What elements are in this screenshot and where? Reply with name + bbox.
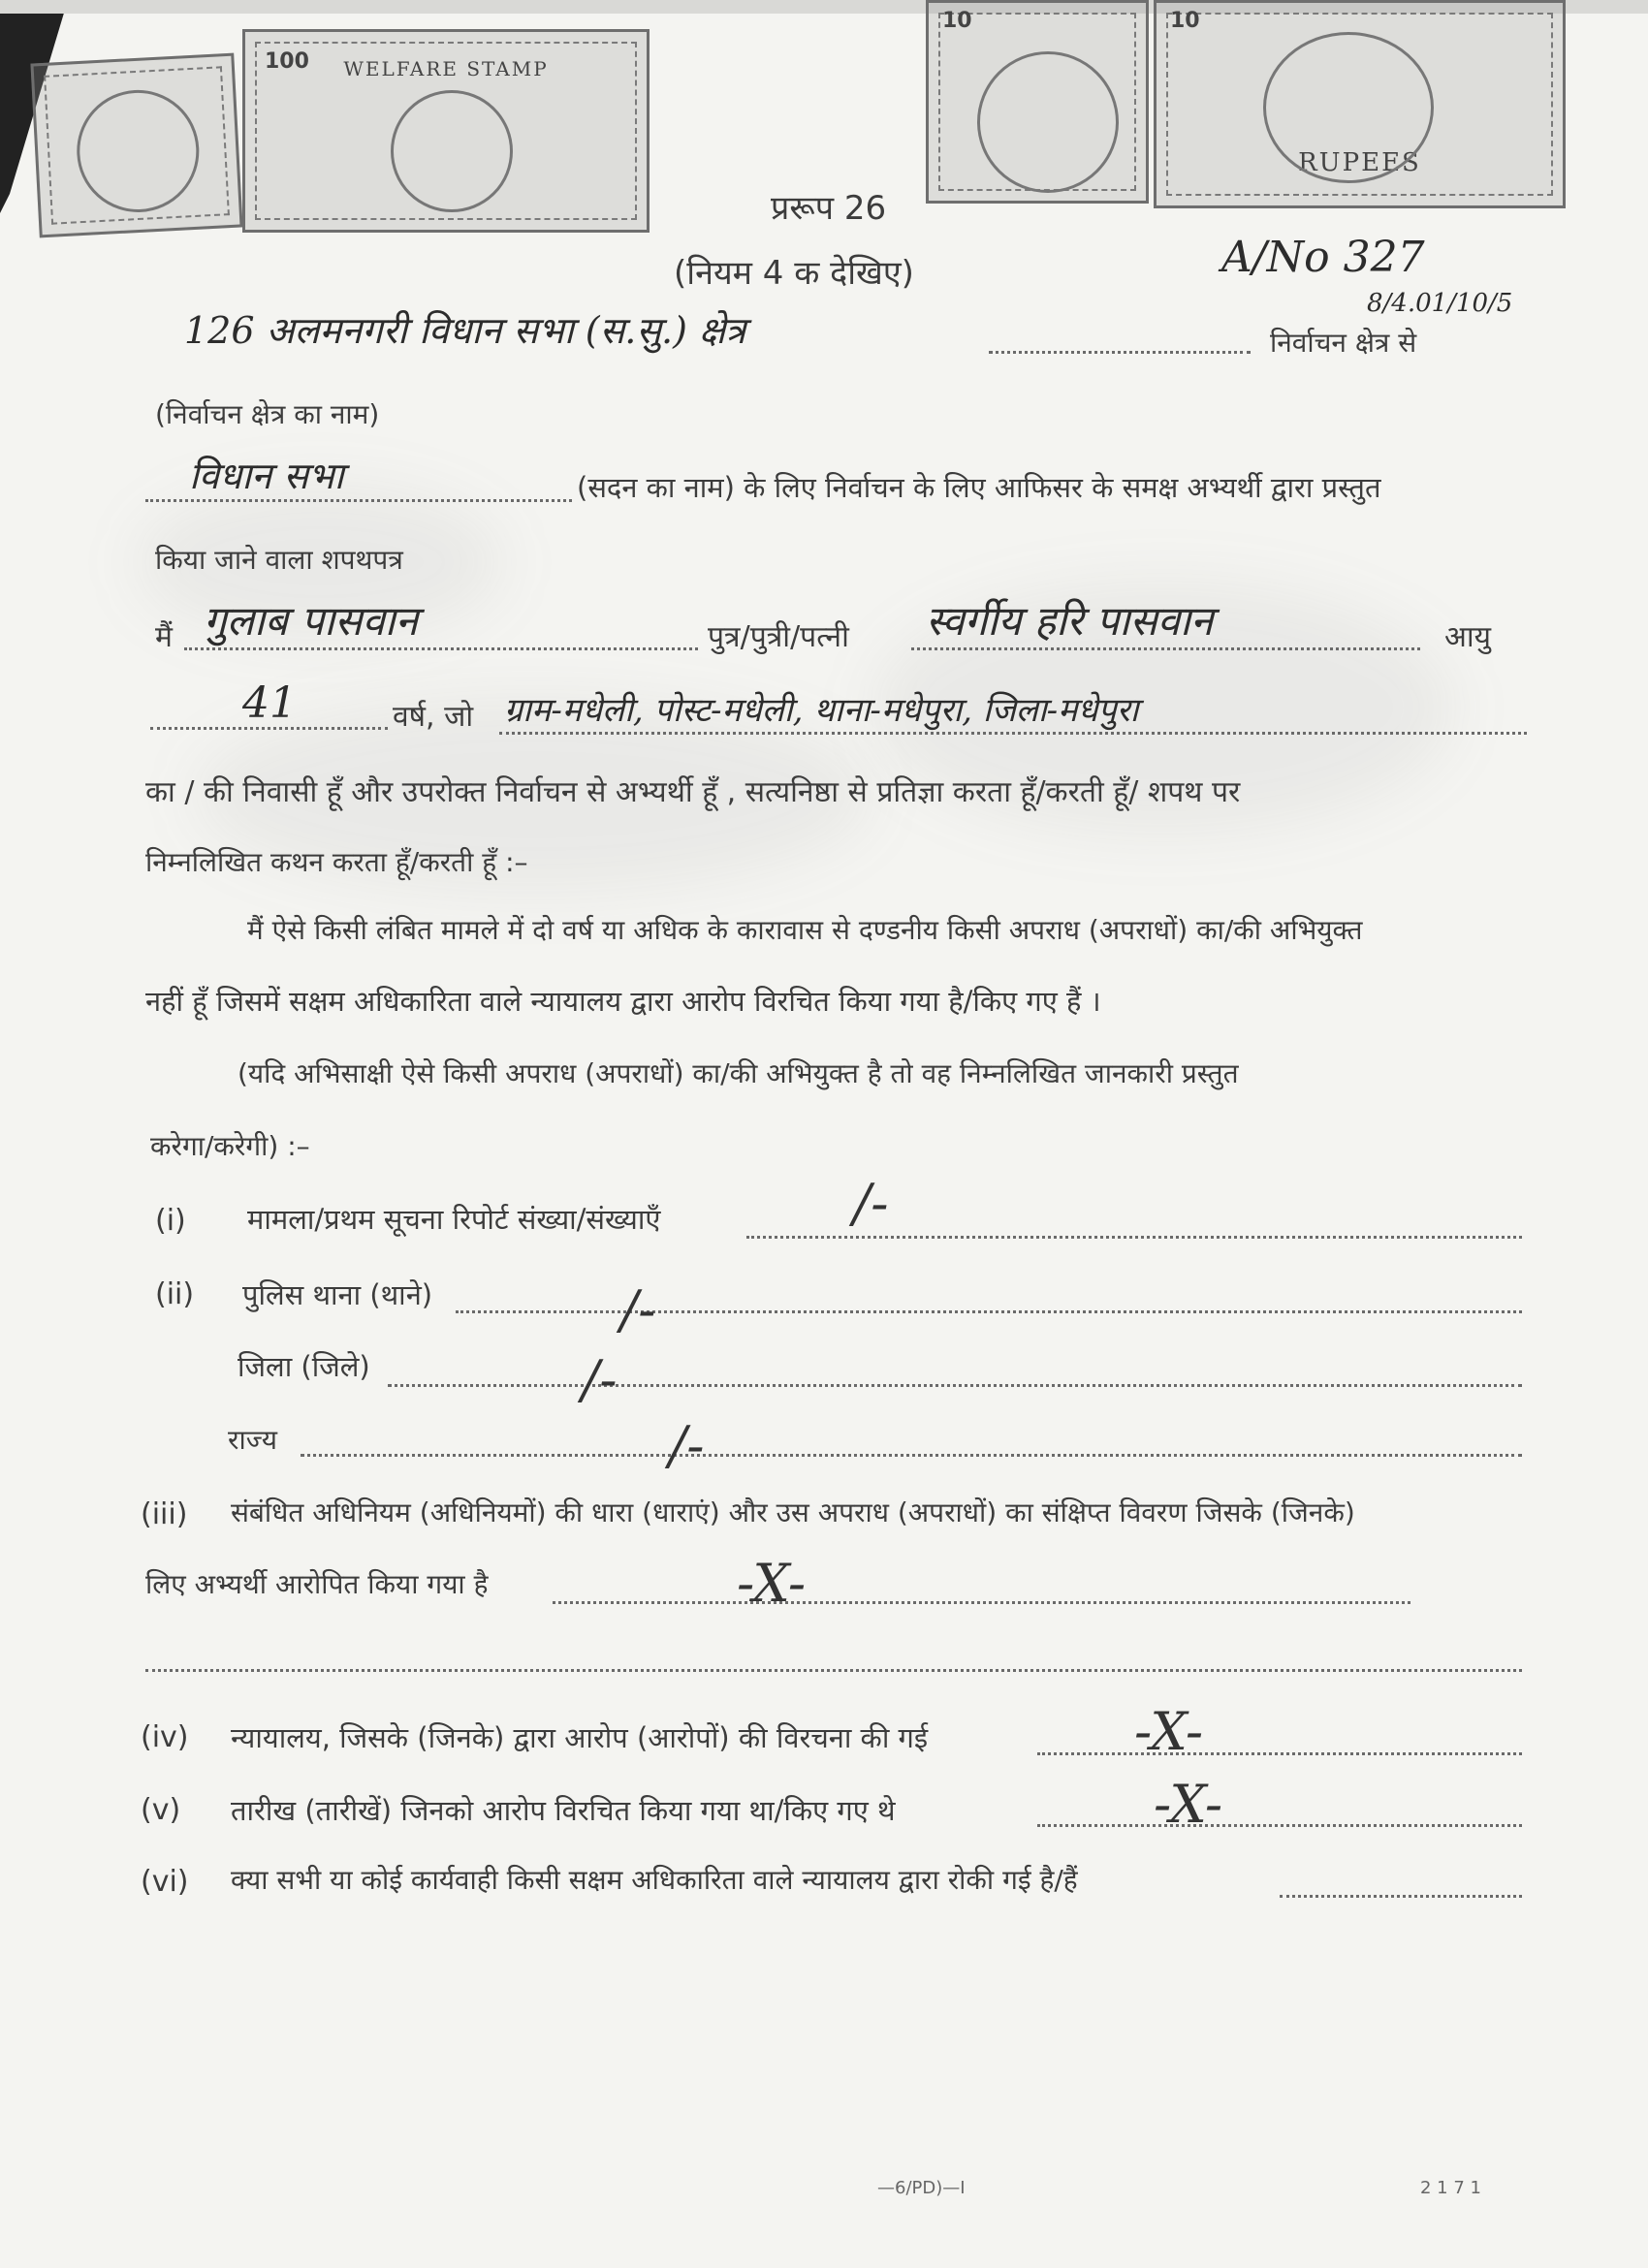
revenue-stamp-right xyxy=(1154,0,1566,208)
years-label: वर्ष, जो xyxy=(393,700,474,734)
fill-line xyxy=(301,1454,1522,1457)
nil-mark: /- xyxy=(582,1349,618,1410)
item-i-number: (i) xyxy=(155,1204,186,1238)
constituency-caption: (निर्वाचन क्षेत्र का नाम) xyxy=(155,398,380,430)
fill-line xyxy=(1280,1895,1522,1898)
stamp-1-value: 10 xyxy=(942,9,972,33)
constituency-name: 126 अलमनगरी विधान सभा (स.सु.) क्षेत्र xyxy=(184,309,746,352)
house-text: (सदन का नाम) के लिए निर्वाचन के लिए आफिसर के समक्ष अभ्यर्थी द्वारा प्रस्तुत xyxy=(577,471,1381,504)
footer-left: —6/PD)—I xyxy=(877,2178,966,2198)
item-i-text: मामला/प्रथम सूचना रिपोर्ट संख्या/संख्याएँ xyxy=(247,1203,661,1236)
handwritten-date: 8/4.01/10/5 xyxy=(1367,289,1513,318)
house-name: विधान सभा xyxy=(189,455,344,497)
age-label: आयु xyxy=(1444,620,1492,654)
form-title: प्ररूप 26 xyxy=(771,189,887,228)
item-ii-police: पुलिस थाना (थाने) xyxy=(242,1278,433,1311)
constituency-suffix: निर्वाचन क्षेत्र से xyxy=(1270,327,1417,359)
nil-mark: -X- xyxy=(1134,1701,1204,1762)
item-v-text: तारीख (तारीखें) जिनको आरोप विरचित किया गया था/किए गए थे xyxy=(231,1794,896,1827)
fill-line xyxy=(989,351,1251,354)
age-value: 41 xyxy=(242,678,297,728)
fill-line xyxy=(1037,1752,1522,1755)
handwritten-reference: A/No 327 xyxy=(1221,233,1425,282)
rule-reference: (नियम 4 क देखिए) xyxy=(674,254,914,293)
nil-mark: /- xyxy=(853,1173,889,1234)
item-ii-district: जिला (जिले) xyxy=(238,1350,370,1383)
fill-line xyxy=(150,727,388,730)
item-vi-number: (vi) xyxy=(141,1865,189,1899)
nil-mark: -X- xyxy=(1154,1774,1223,1835)
relation-name: स्वर्गीय हरि पासवान xyxy=(926,597,1214,645)
house-text-line2: किया जाने वाला शपथपत्र xyxy=(155,544,403,576)
item-iii-text-line1: संबंधित अधिनियम (अधिनियमों) की धारा (धाराएं) और उस अपराध (अपराधों) का संक्षिप्त विवरण जिसके (जिनके) xyxy=(231,1496,1355,1528)
clause-2-line-2: करेगा/करेगी) :– xyxy=(150,1130,310,1162)
footer-right: 2 1 7 1 xyxy=(1420,2178,1481,2198)
clause-1-line-1: मैं ऐसे किसी लंबित मामले में दो वर्ष या अधिक के कारावास से दण्डनीय किसी अपराध (अपराधों) का/की अभियुक्त xyxy=(247,914,1363,946)
fill-line xyxy=(145,499,572,502)
fill-line xyxy=(145,1669,1522,1672)
item-iii-text-line2: लिए अभ्यर्थी आरोपित किया गया है xyxy=(145,1568,489,1600)
address: ग्राम-मधेली, पोस्ट-मधेली, थाना-मधेपुरा, जिला-मधेपुरा xyxy=(504,691,1139,730)
fill-line xyxy=(553,1601,1410,1604)
fill-line xyxy=(746,1236,1522,1239)
nil-mark: /- xyxy=(669,1415,705,1476)
item-iv-number: (iv) xyxy=(141,1720,189,1754)
revenue-stamp-left xyxy=(30,53,242,238)
item-v-number: (v) xyxy=(141,1793,181,1827)
relation-label: पुत्र/पुत्री/पत्नी xyxy=(708,620,849,654)
welfare-stamp-value: 100 xyxy=(265,49,309,74)
clause-2-line-1: (यदि अभिसाक्षी ऐसे किसी अपराध (अपराधों) का/की अभियुक्त है तो वह निम्नलिखित जानकारी प्रस्तुत xyxy=(238,1057,1239,1089)
welfare-stamp-text: WELFARE STAMP xyxy=(343,57,549,80)
revenue-stamp-middle xyxy=(926,0,1149,204)
stamp-2-text: RUPEES xyxy=(1298,148,1421,177)
nil-mark: /- xyxy=(620,1279,656,1340)
clause-1-line-2: नहीं हूँ जिसमें सक्षम अधिकारिता वाले न्यायालय द्वारा आरोप विरचित किया गया है/किए गए हैं । xyxy=(145,985,1101,1018)
fill-line xyxy=(499,732,1527,735)
stamp-2-value: 10 xyxy=(1170,9,1200,33)
item-iv-text: न्यायालय, जिसके (जिनके) द्वारा आरोप (आरोपों) की विरचना की गई xyxy=(231,1721,929,1754)
deponent-prefix: मैं xyxy=(155,620,173,654)
welfare-stamp xyxy=(242,29,650,233)
item-ii-state: राज्य xyxy=(228,1424,277,1456)
fill-line xyxy=(388,1384,1522,1387)
declaration-line-2: निम्नलिखित कथन करता हूँ/करती हूँ :– xyxy=(145,846,528,878)
item-iii-number: (iii) xyxy=(141,1497,188,1531)
fill-line xyxy=(456,1310,1522,1313)
item-vi-text: क्या सभी या कोई कार्यवाही किसी सक्षम अधिकारिता वाले न्यायालय द्वारा रोकी गई है/हैं xyxy=(231,1864,1078,1896)
declaration-line-1: का / की निवासी हूँ और उपरोक्त निर्वाचन से अभ्यर्थी हूँ , सत्यनिष्ठा से प्रतिज्ञा करता हूँ/करती हूँ/ शपथ पर xyxy=(145,775,1241,809)
deponent-name: गुलाब पासवान xyxy=(204,597,418,645)
fill-line xyxy=(1037,1824,1522,1827)
item-ii-number: (ii) xyxy=(155,1277,195,1311)
fill-line xyxy=(184,647,698,650)
fill-line xyxy=(911,647,1420,650)
nil-mark: -X- xyxy=(737,1553,807,1614)
